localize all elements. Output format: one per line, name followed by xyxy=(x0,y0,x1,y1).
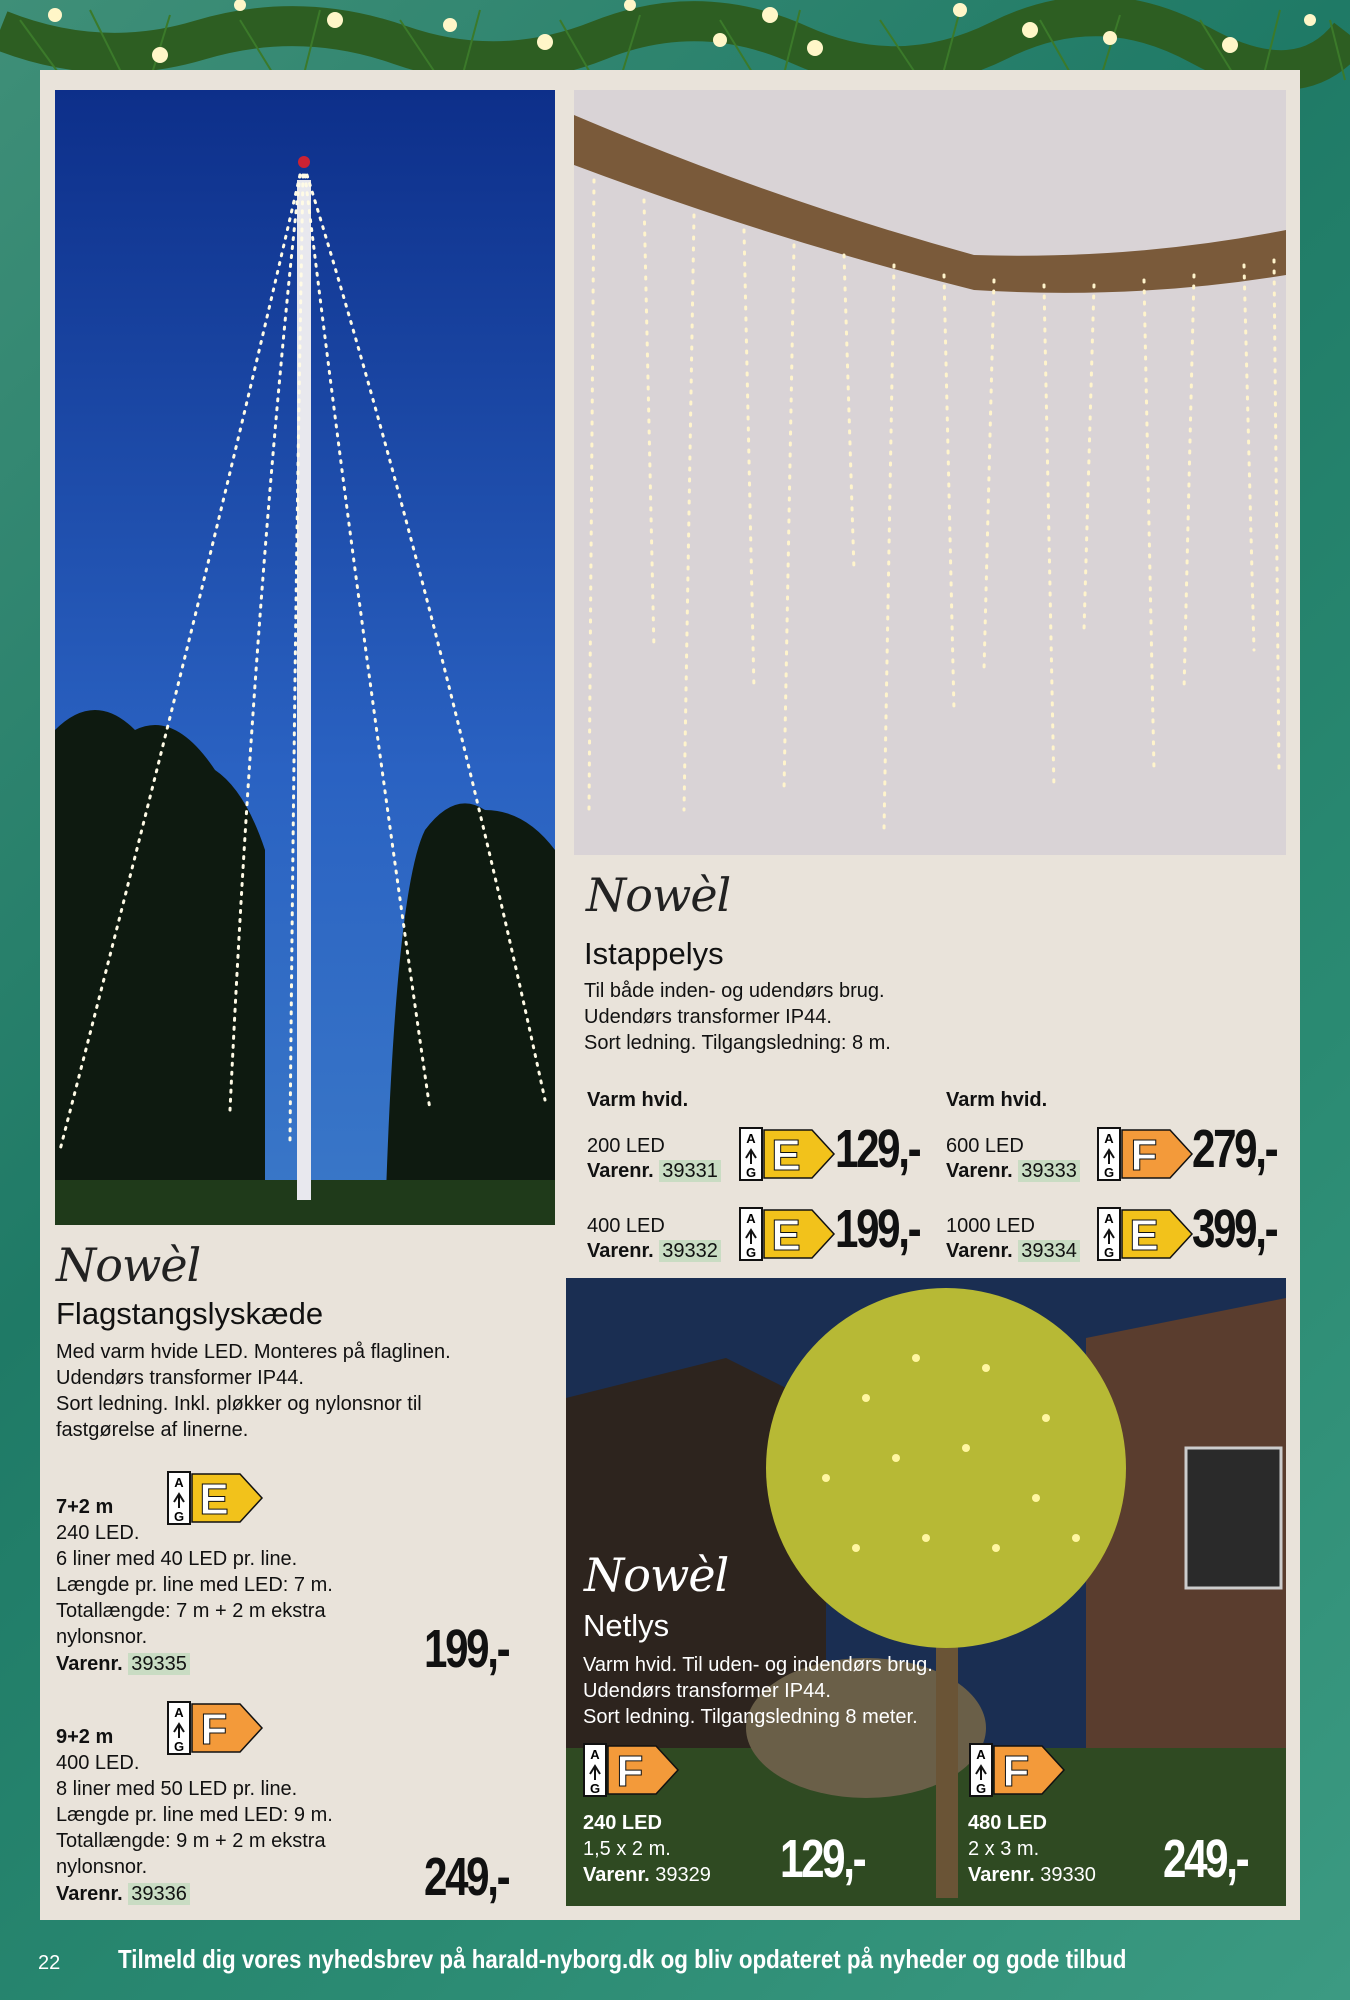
variant-details xyxy=(56,1750,333,1880)
variant-leds: 1000 LED xyxy=(946,1215,1035,1237)
energy-label-F xyxy=(166,1700,266,1756)
svg-text:G: G xyxy=(589,1781,601,1796)
page-number: 22 xyxy=(38,1952,61,1974)
description-line: Med varm hvide LED. Monteres på flaglinen. xyxy=(56,1341,451,1363)
variant-leds: 480 LED xyxy=(968,1812,1047,1834)
detail-line: 240 LED. xyxy=(56,1522,140,1544)
energy-label-E xyxy=(166,1470,266,1526)
energy-label-F xyxy=(968,1742,1068,1798)
nowel-logo: Nowèl xyxy=(56,1238,201,1292)
price: 279,- xyxy=(1192,1119,1277,1179)
svg-text:A: A xyxy=(746,1211,756,1226)
svg-text:E: E xyxy=(771,1211,801,1260)
varenr-number: 39331 xyxy=(659,1160,721,1182)
varenr-number: 39330 xyxy=(1040,1864,1096,1886)
price: 199,- xyxy=(424,1619,509,1679)
nowel-logo: Nowèl xyxy=(586,868,731,922)
variant-leds: 600 LED xyxy=(946,1135,1024,1157)
varenr-number: 39333 xyxy=(1018,1160,1080,1182)
energy-label-E xyxy=(738,1126,838,1182)
svg-text:G: G xyxy=(745,1245,757,1260)
detail-line: nylonsnor. xyxy=(56,1856,148,1878)
flagstang-description xyxy=(56,1339,451,1443)
varenr xyxy=(968,1862,1096,1888)
detail-line: 400 LED. xyxy=(56,1752,140,1774)
istappelys-description xyxy=(584,978,891,1056)
variant-size: 7+2 m xyxy=(56,1496,114,1518)
svg-text:A: A xyxy=(174,1475,184,1490)
varenr xyxy=(56,1651,190,1677)
column-header-left: Varm hvid. xyxy=(587,1089,689,1111)
svg-text:F: F xyxy=(616,1747,644,1796)
detail-line: 6 liner med 40 LED pr. line. xyxy=(56,1548,298,1570)
detail-line: Længde pr. line med LED: 9 m. xyxy=(56,1804,333,1826)
varenr xyxy=(587,1158,721,1184)
varenr xyxy=(946,1238,1080,1264)
varenr-label: Varenr. xyxy=(946,1240,1013,1262)
energy-label-F xyxy=(582,1742,682,1798)
netlys-title: Netlys xyxy=(583,1608,670,1643)
varenr xyxy=(587,1238,721,1264)
price: 129,- xyxy=(835,1119,920,1179)
variant-size: 9+2 m xyxy=(56,1726,114,1748)
price: 129,- xyxy=(780,1829,865,1889)
svg-text:F: F xyxy=(1002,1747,1030,1796)
varenr-label: Varenr. xyxy=(583,1864,650,1886)
varenr-number: 39335 xyxy=(128,1653,190,1675)
detail-line: Totallængde: 7 m + 2 m ekstra xyxy=(56,1600,326,1622)
price: 199,- xyxy=(835,1199,920,1259)
description-line: Udendørs transformer IP44. xyxy=(583,1680,831,1702)
icicle-lights-photo xyxy=(574,90,1286,855)
varenr-number: 39329 xyxy=(655,1864,711,1886)
energy-label-E xyxy=(738,1206,838,1262)
svg-text:G: G xyxy=(173,1509,185,1524)
svg-text:G: G xyxy=(1103,1245,1115,1260)
detail-line: Totallængde: 9 m + 2 m ekstra xyxy=(56,1830,326,1852)
varenr xyxy=(946,1158,1080,1184)
energy-label-F xyxy=(1096,1126,1196,1182)
svg-text:E: E xyxy=(199,1475,229,1524)
variant-size: 1,5 x 2 m. xyxy=(583,1838,671,1860)
varenr-label: Varenr. xyxy=(56,1653,123,1675)
varenr xyxy=(583,1862,711,1888)
varenr-number: 39334 xyxy=(1018,1240,1080,1262)
istappelys-title: Istappelys xyxy=(584,936,724,971)
price: 249,- xyxy=(424,1847,509,1907)
svg-text:E: E xyxy=(1129,1211,1159,1260)
description-line: Udendørs transformer IP44. xyxy=(56,1367,304,1389)
detail-line: Længde pr. line med LED: 7 m. xyxy=(56,1574,333,1596)
svg-text:G: G xyxy=(975,1781,987,1796)
flagstang-title: Flagstangslyskæde xyxy=(56,1296,324,1331)
svg-text:F: F xyxy=(200,1705,228,1754)
description-line: Varm hvid. Til uden- og indendørs brug. xyxy=(583,1654,933,1676)
svg-text:F: F xyxy=(1130,1131,1158,1180)
variant-leds: 200 LED xyxy=(587,1135,665,1157)
description-line: Udendørs transformer IP44. xyxy=(584,1006,832,1028)
svg-text:G: G xyxy=(1103,1165,1115,1180)
newsletter-banner[interactable]: Tilmeld dig vores nyhedsbrev på harald-nyborg.dk og bliv opdateret på nyheder og gode tilbud xyxy=(118,1944,1127,1974)
description-line: Til både inden- og udendørs brug. xyxy=(584,980,885,1002)
svg-text:G: G xyxy=(173,1739,185,1754)
nowel-logo: Nowèl xyxy=(584,1548,729,1602)
svg-text:A: A xyxy=(746,1131,756,1146)
svg-text:G: G xyxy=(745,1165,757,1180)
price: 249,- xyxy=(1163,1829,1248,1889)
column-header-right: Varm hvid. xyxy=(946,1089,1048,1111)
varenr-label: Varenr. xyxy=(946,1160,1013,1182)
svg-text:A: A xyxy=(1104,1131,1114,1146)
description-line: Sort ledning. Tilgangsledning 8 meter. xyxy=(583,1706,918,1728)
flagpole-lights-photo xyxy=(55,90,555,1225)
variant-leds: 400 LED xyxy=(587,1215,665,1237)
detail-line: nylonsnor. xyxy=(56,1626,148,1648)
varenr-number: 39332 xyxy=(659,1240,721,1262)
svg-text:A: A xyxy=(590,1747,600,1762)
variant-size: 2 x 3 m. xyxy=(968,1838,1040,1860)
svg-text:E: E xyxy=(771,1131,801,1180)
detail-line: 8 liner med 50 LED pr. line. xyxy=(56,1778,298,1800)
variant-details xyxy=(56,1520,333,1650)
varenr-number: 39336 xyxy=(128,1883,190,1905)
netlys-description xyxy=(583,1652,933,1730)
varenr xyxy=(56,1881,190,1907)
energy-label-E xyxy=(1096,1206,1196,1262)
varenr-label: Varenr. xyxy=(56,1883,123,1905)
variant-leds: 240 LED xyxy=(583,1812,662,1834)
description-line: fastgørelse af linerne. xyxy=(56,1419,249,1441)
svg-text:A: A xyxy=(1104,1211,1114,1226)
varenr-label: Varenr. xyxy=(968,1864,1035,1886)
description-line: Sort ledning. Inkl. pløkker og nylonsnor til xyxy=(56,1393,422,1415)
varenr-label: Varenr. xyxy=(587,1240,654,1262)
price: 399,- xyxy=(1192,1199,1277,1259)
varenr-label: Varenr. xyxy=(587,1160,654,1182)
description-line: Sort ledning. Tilgangsledning: 8 m. xyxy=(584,1032,891,1054)
svg-text:A: A xyxy=(174,1705,184,1720)
svg-text:A: A xyxy=(976,1747,986,1762)
